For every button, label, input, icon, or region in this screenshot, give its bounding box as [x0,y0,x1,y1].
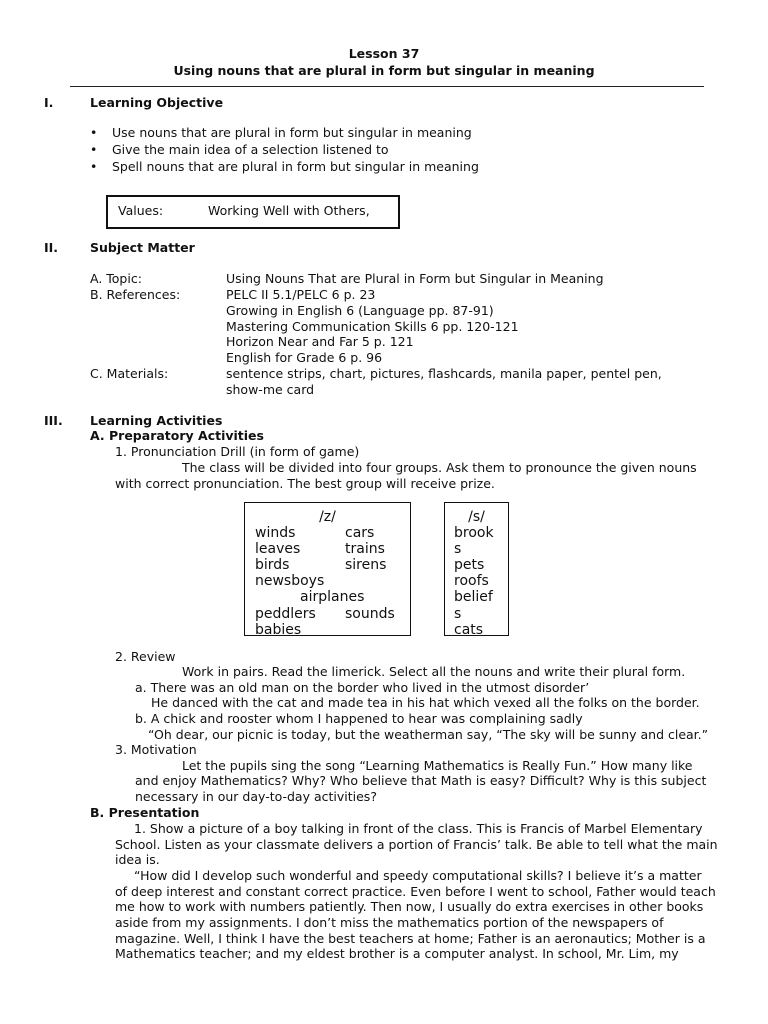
motivation-title: 3. Motivation [115,742,197,757]
z-word: leaves [255,541,301,557]
bullet-icon: • [90,142,98,157]
z-word: winds [255,525,296,541]
section-2-heading: Subject Matter [90,240,195,255]
reference-item: PELC II 5.1/PELC 6 p. 23 [226,287,376,302]
materials-line: sentence strips, chart, pictures, flashcards, manila paper, pentel pen, [226,366,662,381]
section-1-heading: Learning Objective [90,95,224,110]
z-word: sirens [345,557,387,573]
lesson-title: Using nouns that are plural in form but singular in meaning [173,63,595,78]
section-2-number: II. [44,240,59,255]
bullet-icon: • [90,125,98,140]
s-word: roofs [454,573,489,589]
review-item-b-cont: “Oh dear, our picnic is today, but the weatherman say, “The sky will be sunny and clear.” [148,727,709,742]
z-word: birds [255,557,290,573]
presentation-line: of deep interest and constant correct practice. Even before I went to school, Father would teach [115,884,716,899]
presentation-line: “How did I develop such wonderful and speedy computational skills? I believe it’s a matter [134,868,702,883]
s-word: belief [454,589,493,605]
z-word: newsboys [255,573,325,589]
review-item-a-cont: He danced with the cat and made tea in his hat which vexed all the folks on the border. [151,695,700,710]
s-box-header: /s/ [468,509,485,525]
s-word: s [454,606,462,622]
values-text: Working Well with Others, [208,203,370,218]
topic-value: Using Nouns That are Plural in Form but Singular in Meaning [226,271,604,286]
s-word: cats [454,622,484,636]
s-word: s [454,541,462,557]
presentation-line: aside from my assignments. I don’t miss the mathematics portion of the newspapers of [115,915,664,930]
s-word: pets [454,557,485,573]
materials-line: show-me card [226,382,315,397]
section-3-number: III. [44,413,63,428]
presentation-line: Mathematics teacher; and my eldest brother is a computer analyst. In school, Mr. Lim, my [115,946,679,961]
z-word: airplanes [300,589,365,605]
presentation-line: idea is. [115,852,160,867]
objective-item: Give the main idea of a selection listened to [112,142,389,157]
motivation-line: necessary in our day-to-day activities? [135,789,377,804]
review-text: Work in pairs. Read the limerick. Select all the nouns and write their plural form. [182,664,686,679]
subsection-a-heading: A. Preparatory Activities [90,428,264,443]
objective-item: Spell nouns that are plural in form but singular in meaning [112,159,479,174]
topic-label: A. Topic: [90,271,142,286]
z-word: sounds [345,606,395,622]
reference-item: Growing in English 6 (Language pp. 87-91) [226,303,494,318]
z-word: babies [255,622,302,636]
s-sound-word-box [444,502,509,636]
section-3-heading: Learning Activities [90,413,223,428]
reference-item: Mastering Communication Skills 6 pp. 120-121 [226,319,519,334]
materials-label: C. Materials: [90,366,169,381]
values-label: Values: [118,203,164,218]
presentation-line: School. Listen as your classmate delivers a portion of Francis’ talk. Be able to tell what the main [115,837,718,852]
drill-text: with correct pronunciation. The best group will receive prize. [115,476,495,491]
motivation-line: Let the pupils sing the song “Learning Mathematics is Really Fun.” How many like [182,758,693,773]
z-word: cars [345,525,375,541]
drill-title: 1. Pronunciation Drill (in form of game) [115,444,360,459]
subsection-b-heading: B. Presentation [90,805,200,820]
presentation-line: 1. Show a picture of a boy talking in front of the class. This is Francis of Marbel Elementary [134,821,703,836]
drill-text: The class will be divided into four groups. Ask them to pronounce the given nouns [182,460,697,475]
presentation-line: magazine. Well, I think I have the best teachers at home; Father is an aeronautics; Mother is a [115,931,706,946]
presentation-line: me how to work with numbers patiently. Then now, I usually do extra exercises in other books [115,899,704,914]
bullet-icon: • [90,159,98,174]
z-sound-word-box [244,502,411,636]
s-word: brook [454,525,494,541]
reference-item: Horizon Near and Far 5 p. 121 [226,334,414,349]
z-box-header: /z/ [319,509,336,525]
objective-item: Use nouns that are plural in form but singular in meaning [112,125,472,140]
lesson-number: Lesson 37 [348,46,420,61]
reference-item: English for Grade 6 p. 96 [226,350,383,365]
review-title: 2. Review [115,649,176,664]
z-word: peddlers [255,606,316,622]
z-word: trains [345,541,385,557]
section-1-number: I. [44,95,54,110]
references-label: B. References: [90,287,181,302]
motivation-line: and enjoy Mathematics? Why? Who believe that Math is easy? Difficult? Why is this subject [135,773,707,788]
review-item-a: a. There was an old man on the border who lived in the utmost disorder’ [135,680,590,695]
review-item-b: b. A chick and rooster whom I happened to hear was complaining sadly [135,711,583,726]
header-rule [70,86,704,87]
